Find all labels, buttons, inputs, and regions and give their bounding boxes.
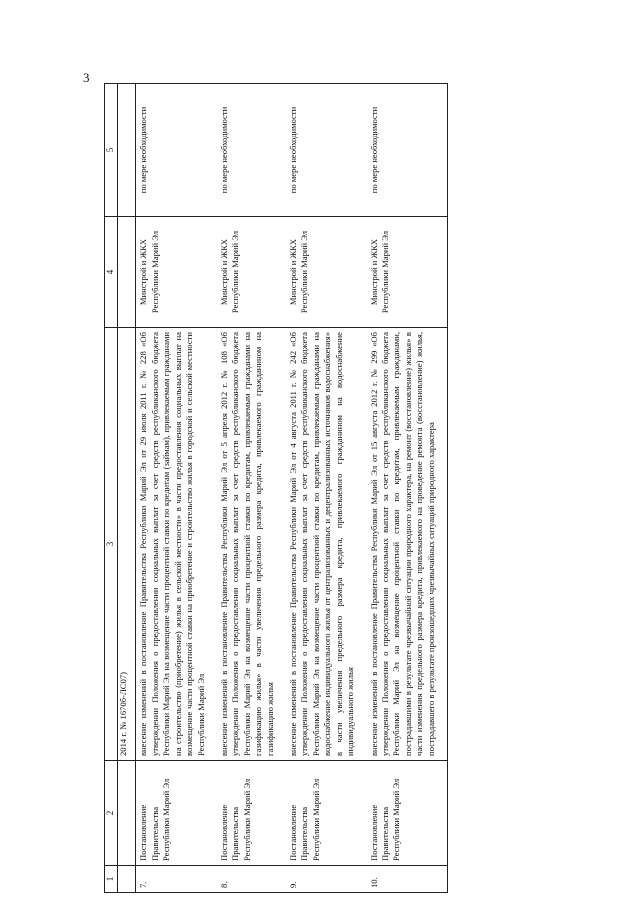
document-type: Постановление Правительства Республики Марий Эл — [286, 761, 367, 866]
measure-description: внесение изменений в постановление Правительства Республики Марий Эл от 5 апреля 2012 г. № 108 «Об утверждении Положения о предоставлении социальных выплат за счет средств республиканского бюджета Республики Марий Эл на возмещение части процентной ставки по кредитам, привлекаемым гражданами на газификацию жилья» в части увеличения предельного размера кредита, привлекаемого гражданином на газификацию жилья — [217, 328, 286, 761]
measure-description: внесение изменений в постановление Правительства Республики Марий Эл от 29 июля 2011 г. № 228 «Об утверждении Положения о предоставлении социальных выплат за счет средств республиканского бюджета Республики Марий Эл на возмещение части процентной ставки по кредитам (займам), привлекаемым гражданами на строительство (приобретение) жилья в сельской местности» в части предоставления социальных выплат на возмещение части процентной ставки на приобретение и строительство жилья в городской и сельской местности Республики Марий Эл — [136, 328, 217, 761]
row-number: 9. — [286, 866, 367, 893]
measures-table — [104, 83, 448, 893]
table-row — [367, 84, 448, 893]
responsible-executor: Минстрой и ЖКХ Республики Марий Эл — [367, 217, 448, 328]
column-header: 5 — [105, 84, 118, 217]
column-header-row — [105, 84, 118, 893]
deadline: по мере необходимости — [136, 84, 217, 217]
column-header: 3 — [105, 328, 118, 761]
page-number: 3 — [83, 70, 90, 85]
responsible-executor: Минстрой и ЖКХ Республики Марий Эл — [136, 217, 217, 328]
document-type: Постановление Правительства Республики Марий Эл — [367, 761, 448, 866]
row-number: 8. — [217, 866, 286, 893]
row-number: 10. — [367, 866, 448, 893]
document-type: Постановление Правительства Республики Марий Эл — [217, 761, 286, 866]
deadline: по мере необходимости — [367, 84, 448, 217]
column-header: 1 — [105, 866, 118, 893]
continuation-text: 2014 г. № 1670б-ЛС07) — [118, 328, 136, 761]
measure-description: внесение изменений в постановление Правительства Республики Марий Эл от 15 августа 2012 г. № 299 «Об утверждении Положения о предоставлении социальных выплат за счет средств республиканского бюджета Республики Марий Эл на возмещение процентной ставки по кредитам, привлекаемым гражданами, пострадавшими в результате чрезвычайной ситуации природного характера, на ремонт (восстановление) жилья» в части изменения предельного размера кредита, привлекаемого на проведение ремонта (восстановление) жилья, пострадавшего в результате произошедших чрезвычайных ситуаций природного характера — [367, 328, 448, 761]
column-header: 2 — [105, 761, 118, 866]
rotated-page — [104, 83, 498, 893]
responsible-executor: Минстрой и ЖКХ Республики Марий Эл — [286, 217, 367, 328]
document-type: Постановление Правительства Республики Марий Эл — [136, 761, 217, 866]
measure-description: внесение изменений в постановление Правительства Республики Марий Эл от 4 августа 2011 г. № 242 «Об утверждении Положения о предоставлении социальных выплат за счет средств республиканского бюджета Республики Марий Эл на возмещение части процентной ставки по кредитам, привлекаемым гражданами на водоснабжение индивидуального жилья от централизованных и децентрализованных источников водоснабжения» в части увеличения предельного размера кредита, привлекаемого гражданином на водоснабжение индивидуального жилья — [286, 328, 367, 761]
column-header: 4 — [105, 217, 118, 328]
table-row — [286, 84, 367, 893]
table-row — [136, 84, 217, 893]
deadline: по мере необходимости — [217, 84, 286, 217]
row-number: 7. — [136, 866, 217, 893]
continuation-row — [118, 84, 136, 893]
table-row — [217, 84, 286, 893]
deadline: по мере необходимости — [286, 84, 367, 217]
responsible-executor: Минстрой и ЖКХ Республики Марий Эл — [217, 217, 286, 328]
